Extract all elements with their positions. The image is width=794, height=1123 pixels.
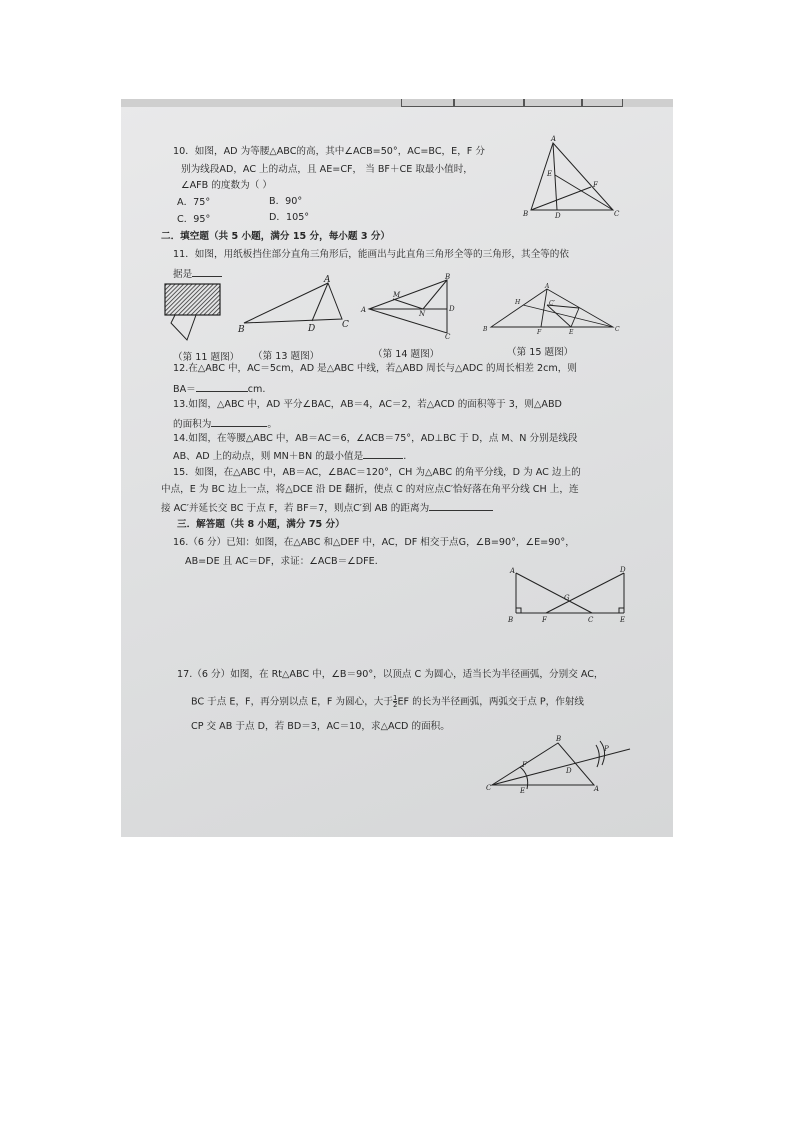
caption-q13: （第 13 题图） [253,351,320,362]
label-a: A [545,283,550,290]
q11-line2 [173,267,222,281]
triangle-abc [531,143,613,210]
label-b: B [556,735,562,743]
q15-line1: 15．如图，在△ABC 中，AB＝AC，∠BAC＝120°，CH 为△ABC 的角平分线，D 为 AC 边上的 [173,467,581,478]
q12-text-b: cm. [247,384,266,395]
q17-line1: 17.（6 分）如图，在 Rt△ABC 中，∠B＝90°，以顶点 C 为圆心，适当长为半径画弧，分别交 AC， [177,669,604,680]
figure-q10 [521,137,621,219]
q12-answer-blank [196,382,248,392]
label-p: P [604,745,609,753]
q17-line3: CP 交 AB 于点 D，若 BD＝3，AC＝10，求△ACD 的面积。 [191,721,450,732]
q17-text-b: EF 的长为半径画弧，两弧交于点 P，作射线 [397,696,585,708]
q17-text-a: BC 于点 E，F，再分别以点 E，F 为圆心，大于 [191,696,393,708]
q11-answer-blank [192,267,222,277]
label-e: E [569,329,574,336]
label-a: A [510,567,516,575]
section-2-heading: 二．填空题（共 5 小题，满分 15 分，每小题 3 分） [161,231,391,242]
q15-text: 接 AC′并延长交 BC 于点 F，若 BF＝7，则点C′到 AB 的距离为 [161,503,430,514]
label-c: C [342,320,349,330]
q12-line1: 12.在△ABC 中，AC＝5cm，AD 是△ABC 中线，若△ABD 周长与△ADC 的周长相差 2cm，则 [173,363,577,374]
label-a: A [324,275,331,285]
figure-q17 [484,733,634,797]
label-b: B [508,616,514,624]
caption-q14: （第 14 题图） [373,349,440,360]
label-e: E [547,170,553,178]
q14-text: AB、AD 上的动点，则 MN＋BN 的最小值是 [173,451,364,462]
q14-line2: AB、AD 上的动点，则 MN＋BN 的最小值是 . [173,451,407,462]
q10-option-d: D．105° [269,212,310,223]
label-f: F [593,181,598,189]
q10-line1: 10．如图，AD 为等腰△ABC的高，其中∠ACB=50°，AC=BC，E，F 分 [173,146,485,157]
label-m: M [393,291,401,299]
q14-answer-blank [363,449,403,459]
label-e: E [620,616,626,624]
q16-line2: AB=DE 且 AC＝DF，求证：∠ACB＝∠DFE． [185,556,385,567]
header-cell [401,99,455,107]
q10-line2: 别为线段AD，AC 上的动点，且 AE=CF， 当 BF＋CE 取最小值时， [181,164,473,175]
photographed-exam-page [121,99,673,837]
label-f: F [522,761,527,769]
label-d: D [449,305,455,313]
label-a: A [551,135,557,143]
cut-off-header-strip [121,99,673,107]
label-f: F [537,329,542,336]
q13-answer-blank [211,417,267,427]
figure-q13 [236,277,356,337]
q10-option-c: C．95° [177,214,211,225]
q10-option-b: B．90° [269,196,303,207]
q12-line2 [173,382,265,396]
header-cell [453,99,525,107]
q15-answer-blank [429,501,493,511]
q15-line2: 中点，E 为 BC 边上一点，将△DCE 沿 DE 翻折，使点 C 的对应点C′恰好落在角平分线 CH 上，连 [161,484,579,495]
label-d: D [620,566,626,574]
q17-line2 [191,695,584,709]
section-3-heading: 三．解答题（共 8 小题，满分 75 分） [177,519,345,530]
label-a: A [361,306,367,314]
q13-line2: 的面积为 。 [173,419,277,430]
label-c: C [615,326,620,333]
label-b: B [523,210,529,218]
label-f: F [542,616,547,624]
label-e: E [520,787,526,795]
q15-line3 [161,501,493,515]
q11-line2-text: 据是 [173,269,193,280]
fraction-numerator: 1 [392,694,398,702]
label-b: B [483,326,488,333]
caption-q11: （第 11 题图） [173,352,240,363]
label-d: D [566,767,572,775]
caption-q15: （第 15 题图） [507,347,574,358]
figure-q15 [483,285,633,335]
label-h: H [515,299,521,306]
label-d: D [308,324,316,334]
figure-q11 [163,283,225,345]
q13-line1: 13.如图，△ABC 中，AD 平分∠BAC，AB＝4，AC＝2，若△ACD 的面积等于 3，则△ABD [173,399,562,410]
header-cell [581,99,623,107]
label-g: G [564,594,570,602]
label-c: C [486,784,492,792]
label-d: D [555,212,561,220]
label-c: C [588,616,594,624]
label-n: N [419,310,426,318]
label-c: C [614,210,620,218]
q16-line1: 16.（6 分）已知：如图，在△ABC 和△DEF 中，AC，DF 相交于点G，∠B=90°，∠E=90°， [173,537,575,548]
label-b: B [445,273,451,281]
label-b: B [238,325,245,335]
fraction-denominator: 2 [392,701,398,709]
q10-line3: ∠AFB 的度数为（ ） [181,180,272,191]
figure-q14 [357,275,467,339]
figure-q16 [506,566,630,627]
label-a: A [594,785,600,793]
q13-text: 的面积为 [173,419,212,430]
q12-text-a: BA＝ [173,384,196,395]
cardboard-cover [165,284,220,315]
q11-line1: 11．如图，用纸板挡住部分直角三角形后，能画出与此直角三角形全等的三角形，其全等的依 [173,249,569,260]
header-cell [523,99,583,107]
q14-line1: 14.如图，在等腰△ABC 中，AB＝AC＝6，∠ACB＝75°，AD⊥BC 于 D，点 M、N 分别是线段 [173,433,578,444]
label-c-prime: C′ [549,300,555,307]
q10-option-a: A．75° [177,197,211,208]
label-c: C [445,333,451,341]
